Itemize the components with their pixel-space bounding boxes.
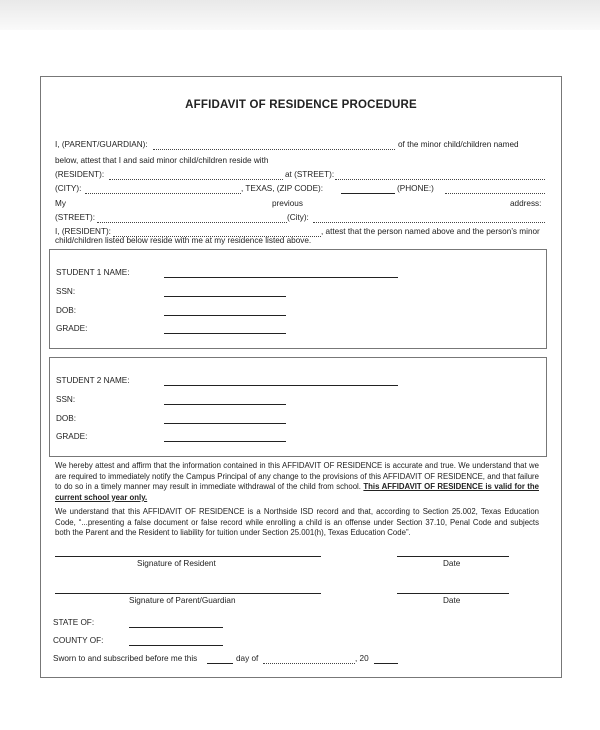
resident-date-line[interactable] (397, 556, 509, 557)
student-2-grade-field[interactable] (164, 441, 286, 442)
state-of-field[interactable] (129, 627, 223, 628)
student-1-ssn-label: SSN: (56, 287, 76, 296)
parent-guardian-label: I, (PARENT/GUARDIAN): (55, 140, 148, 149)
student-1-grade-label: GRADE: (56, 324, 88, 333)
city-field[interactable] (85, 193, 241, 194)
sworn-year-field[interactable] (374, 663, 398, 664)
day-of-text: day of (236, 654, 259, 663)
parent-guardian-field[interactable] (153, 149, 395, 150)
student-1-box (49, 249, 547, 349)
sworn-day-field[interactable] (207, 663, 233, 664)
listed-below-text: child/children listed below reside with me at my residence listed above. (55, 236, 312, 245)
student-2-grade-label: GRADE: (56, 432, 88, 441)
county-of-field[interactable] (129, 645, 223, 646)
sworn-month-field[interactable] (263, 663, 355, 664)
parent-date-line[interactable] (397, 593, 509, 594)
state-of-label: STATE OF: (53, 618, 95, 627)
resident-attest-text: , attest that the person named above and the person’s minor (321, 227, 540, 236)
legal-paragraph: We understand that this AFFIDAVIT OF RESIDENCE is a Northside ISD record and that, according to Section 25.002, Texas Education Code, “...presenting a false document or false record while enrolling a child is an offense under Section 37.10, Penal Code and subjects both the Parent and the Resident to liability for tuition under Section 25.001(h), Texas Education Code”. (55, 507, 539, 538)
my-text: My (55, 199, 66, 208)
viewer-top-shade (0, 0, 600, 30)
county-of-label: COUNTY OF: (53, 636, 104, 645)
previous-city-label: (City): (287, 213, 309, 222)
attest-text: below, attest that I and said minor child/children reside with (55, 156, 269, 165)
student-2-name-field[interactable] (164, 385, 398, 386)
street-field[interactable] (335, 179, 545, 180)
student-1-ssn-field[interactable] (164, 296, 286, 297)
attest-paragraph (55, 461, 539, 503)
parent-signature-line[interactable] (55, 593, 321, 594)
parent-date-label: Date (443, 596, 461, 605)
attest-paragraph-text: We hereby attest and affirm that the information contained in this AFFIDAVIT OF RESIDENCE is accurate and true. We understand that we are required to immediately notify the Campus Principal of any change to the provisions of this AFFIDAVIT OF RESIDENCE, and that failure to do so in a timely manner may result in immediate withdrawal of the child from school. (55, 461, 539, 492)
student-2-dob-label: DOB: (56, 414, 77, 423)
zip-code-field[interactable] (341, 193, 395, 194)
previous-street-field[interactable] (97, 222, 287, 223)
student-2-name-label: STUDENT 2 NAME: (56, 376, 130, 385)
student-1-dob-field[interactable] (164, 315, 286, 316)
student-1-name-label: STUDENT 1 NAME: (56, 268, 130, 277)
year-text: , 20 (355, 654, 369, 663)
resident-attest-label: I, (RESIDENT): (55, 227, 111, 236)
previous-text: previous (272, 199, 303, 208)
validity-notice: This AFFIDAVIT OF RESIDENCE is valid for the current school year only. (55, 482, 539, 502)
previous-city-field[interactable] (313, 222, 545, 223)
resident-field[interactable] (109, 179, 283, 180)
texas-zip-label: , TEXAS, (ZIP CODE): (241, 184, 324, 193)
student-1-name-field[interactable] (164, 277, 398, 278)
page-title: AFFIDAVIT OF RESIDENCE PROCEDURE (185, 99, 417, 111)
phone-field[interactable] (445, 193, 545, 194)
resident-label: (RESIDENT): (55, 170, 105, 179)
student-2-ssn-field[interactable] (164, 404, 286, 405)
sworn-text: Sworn to and subscribed before me this (53, 654, 198, 663)
student-1-grade-field[interactable] (164, 333, 286, 334)
previous-street-label: (STREET): (55, 213, 96, 222)
resident-signature-line[interactable] (55, 556, 321, 557)
student-2-box (49, 357, 547, 457)
street-label: at (STREET): (285, 170, 335, 179)
phone-label: (PHONE:) (397, 184, 434, 193)
city-label: (CITY): (55, 184, 82, 193)
resident-date-label: Date (443, 559, 461, 568)
address-text: address: (510, 199, 542, 208)
minor-children-text: of the minor child/children named (398, 140, 519, 149)
student-2-dob-field[interactable] (164, 423, 286, 424)
resident-signature-label: Signature of Resident (137, 559, 216, 568)
student-1-dob-label: DOB: (56, 306, 77, 315)
student-2-ssn-label: SSN: (56, 395, 76, 404)
document-page (40, 76, 562, 678)
parent-signature-label: Signature of Parent/Guardian (129, 596, 236, 605)
